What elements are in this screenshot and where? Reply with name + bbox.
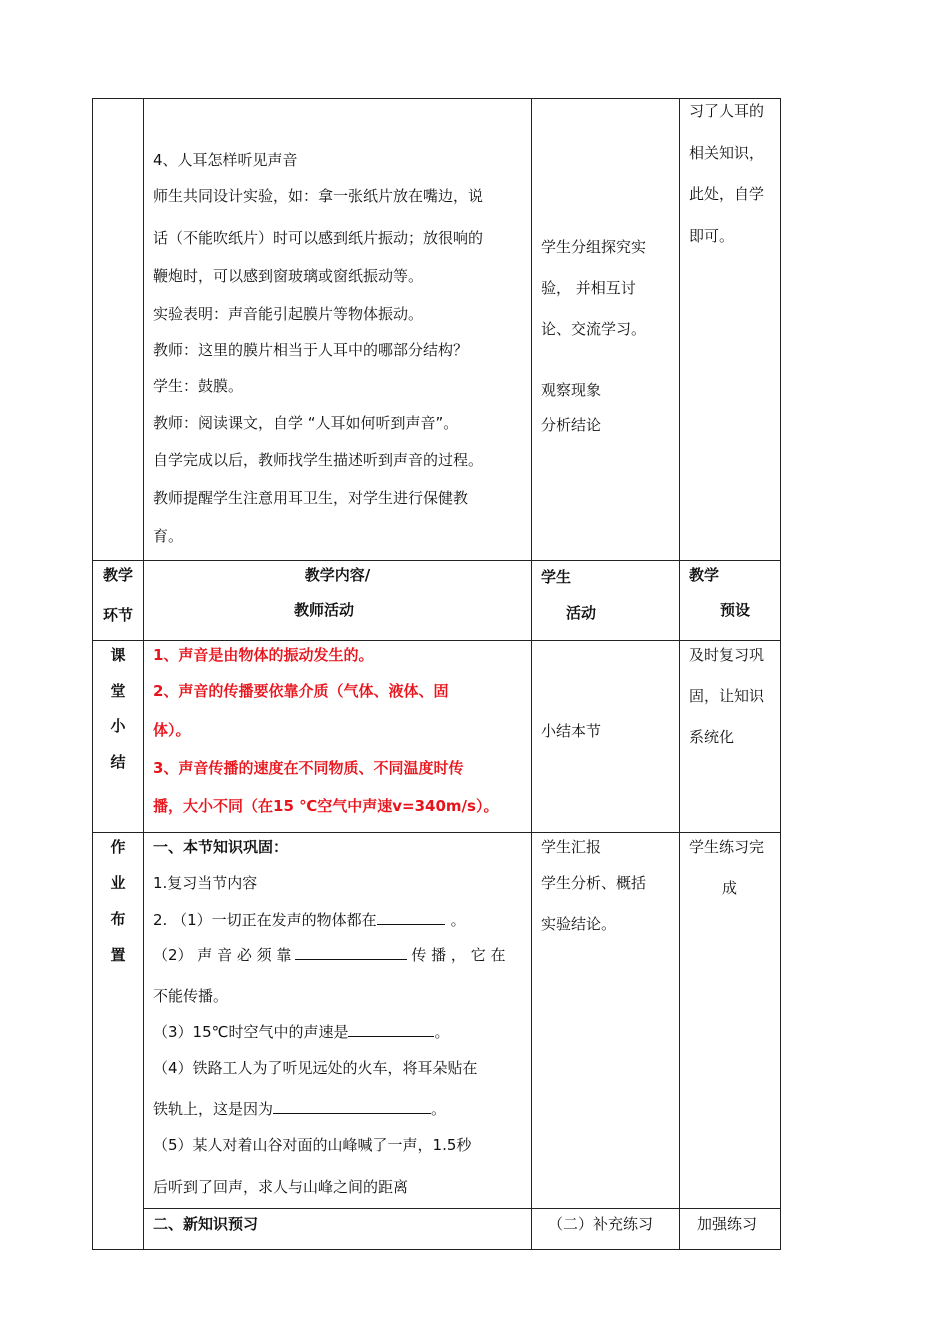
summary-point-3: 3、声音传播的速度在不同物质、不同温度时传 <box>153 759 464 777</box>
text-line: 固，让知识 <box>689 687 765 705</box>
label-char: 结 <box>110 753 126 771</box>
text-line: 此处，自学 <box>689 185 765 203</box>
label-char: 课 <box>110 646 126 664</box>
column-divider-3 <box>679 98 680 1250</box>
header-col3-line1: 学生 <box>541 568 572 586</box>
reinforcement-practice: 加强练习 <box>697 1215 758 1233</box>
header-col4-line2: 预设 <box>720 601 751 619</box>
summary-point-2-cont: 体）。 <box>153 721 191 739</box>
text-line: 实验表明：声音能引起膜片等物体振动。 <box>153 305 424 323</box>
column-divider-2 <box>531 98 532 1250</box>
text-line: 系统化 <box>689 728 735 746</box>
text-line: 4、人耳怎样听见声音 <box>153 151 298 169</box>
question-3 <box>153 1022 450 1042</box>
header-col4-line1: 教学 <box>689 566 720 584</box>
question-3-text: （3）15℃时空气中的声速是 <box>153 1023 349 1041</box>
summary-point-3-cont: 播，大小不同（在15 ℃空气中声速v=340m/s）。 <box>153 797 499 815</box>
question-2-end: 传 播 ， 它 在 <box>411 946 506 964</box>
question-4-end: 。 <box>431 1100 447 1118</box>
text-line: 教师：这里的膜片相当于人耳中的哪部分结构？ <box>153 341 469 359</box>
summary-point-1: 1、声音是由物体的振动发生的。 <box>153 646 374 664</box>
question-5-cont: 后听到了回声，求人与山峰之间的距离 <box>153 1178 409 1196</box>
label-char: 业 <box>110 874 126 892</box>
row-divider-3 <box>92 832 781 833</box>
question-5: （5）某人对着山谷对面的山峰喊了一声，1.5秒 <box>153 1136 472 1154</box>
text-line: 学生汇报 <box>541 838 602 856</box>
homework-item-1: 1.复习当节内容 <box>153 874 258 892</box>
question-4-cont <box>153 1099 446 1119</box>
text-line: 习了人耳的 <box>689 102 765 120</box>
column-divider-1 <box>143 98 144 1250</box>
text-line: 观察现象 <box>541 381 602 399</box>
text-line: 实验结论。 <box>541 915 617 933</box>
question-2-cont: 不能传播。 <box>153 987 229 1005</box>
question-1-end: 。 <box>450 911 466 929</box>
table-border-top <box>92 98 781 99</box>
table-border-right <box>780 98 781 1250</box>
text-line: 验， 并相互讨 <box>541 279 636 297</box>
answer-blank <box>295 945 407 960</box>
text-line: 学生练习完 <box>689 838 765 856</box>
homework-heading: 一、本节知识巩固： <box>153 838 289 856</box>
text-line: 相关知识， <box>689 144 765 162</box>
text-line: 即可。 <box>689 227 735 245</box>
text-line: 学生分组探究实 <box>541 238 647 256</box>
row-divider-1 <box>92 560 781 561</box>
text-line: 育。 <box>153 527 184 545</box>
label-char: 作 <box>110 838 126 856</box>
new-knowledge-preview: 二、新知识预习 <box>153 1215 259 1233</box>
header-col1-line2: 环节 <box>102 606 133 624</box>
summary-student-activity: 小结本节 <box>541 722 602 740</box>
label-char: 置 <box>110 946 126 964</box>
table-border-bottom <box>92 1249 781 1250</box>
header-col2-line1: 教学内容/ <box>304 566 371 584</box>
row-divider-4 <box>143 1208 781 1209</box>
text-line: 及时复习巩 <box>689 646 765 664</box>
text-line: 自学完成以后，教师找学生描述听到声音的过程。 <box>153 451 484 469</box>
label-char: 堂 <box>110 682 126 700</box>
question-3-end: 。 <box>434 1023 450 1041</box>
row-divider-2 <box>92 640 781 641</box>
text-line: 论、交流学习。 <box>541 320 647 338</box>
summary-point-2: 2、声音的传播要依靠介质（气体、液体、固 <box>153 682 449 700</box>
text-line: 教师提醒学生注意用耳卫生，对学生进行保健教 <box>153 489 469 507</box>
text-line: 鞭炮时，可以感到窗玻璃或窗纸振动等。 <box>153 267 424 285</box>
text-line: 学生：鼓膜。 <box>153 377 244 395</box>
question-2 <box>153 945 505 965</box>
text-line: 学生分析、概括 <box>541 874 647 892</box>
question-2-text: （2） 声 音 必 须 靠 <box>153 946 292 964</box>
text-line: 话（不能吹纸片）时可以感到纸片振动；放很响的 <box>153 229 484 247</box>
header-col1-line1: 教学 <box>102 566 133 584</box>
text-line: 分析结论 <box>541 416 602 434</box>
question-1-text: 2. （1）一切正在发声的物体都在 <box>153 911 377 929</box>
answer-blank <box>348 1022 434 1037</box>
answer-blank <box>377 910 445 925</box>
answer-blank <box>273 1099 431 1114</box>
label-char: 布 <box>110 910 126 928</box>
text-line: 师生共同设计实验，如：拿一张纸片放在嘴边，说 <box>153 187 484 205</box>
text-line: 教师：阅读课文，自学 “人耳如何听到声音”。 <box>153 414 459 432</box>
question-4-text: 铁轨上，这是因为 <box>153 1100 274 1118</box>
text-line: 成 <box>722 879 738 897</box>
header-col2-line2: 教师活动 <box>293 601 354 619</box>
label-char: 小 <box>110 717 126 735</box>
table-border-left <box>92 98 93 1250</box>
supplementary-practice: （二）补充练习 <box>548 1215 654 1233</box>
header-col3-line2: 活动 <box>566 604 597 622</box>
question-1 <box>153 910 466 930</box>
question-4: （4）铁路工人为了听见远处的火车，将耳朵贴在 <box>153 1059 478 1077</box>
